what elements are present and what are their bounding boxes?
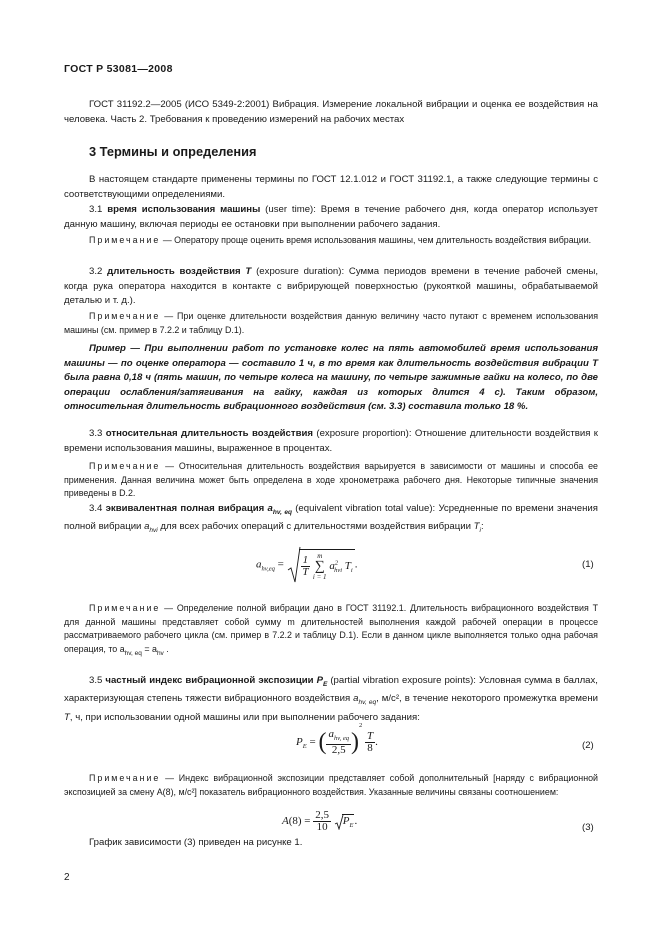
eq1-duration: T <box>344 560 351 573</box>
example-paragraph: Пример — При выполнении работ по установке колес на пять автомобилей время использования машины — по оценке оператора — составило 1 ч, в то время как длительность воздействия вибрации T была равна 0,18 ч (пять машин, по четыре колеса на машину, по четыре зажимные гайки на колесо, по две операции ослабления/затягивания на гайку, каждая из которых длится 4 с). Таким образом, относительная длительность вибрационного воздействия (см. 3.3) составила только 18 %. <box>64 343 598 413</box>
symbol-a-hv-eq-subscript: hv, eq <box>358 699 377 707</box>
equation-3 <box>282 810 357 833</box>
eq3-fraction-denominator: 10 <box>316 821 328 833</box>
close-paren-icon: ) <box>350 728 359 755</box>
term-symbol: P <box>316 675 323 686</box>
term-number: 3.2 <box>89 266 103 277</box>
eq3-fraction-numerator: 2,5 <box>315 809 330 821</box>
term-definition: (equivalent vibration total value): Усредненные по времени значения полной вибрации <box>64 503 598 533</box>
term-3-2 <box>64 265 598 309</box>
term-definition-end: , ч, при использовании одной машины или при выполнении рабочего задания: <box>69 711 420 723</box>
term-definition-cont: для всех рабочих операций с длительностями воздействия вибрации <box>157 521 474 533</box>
term-definition-cont: , м/с², в течение некоторого промежутка времени <box>376 693 598 705</box>
eq1-lhs-subscript: hv,eq <box>261 565 275 573</box>
eq1-sum-upper-limit: m <box>317 552 323 560</box>
symbol-t-i: T <box>473 521 480 533</box>
term-symbol: T <box>245 266 252 277</box>
symbol-t: T <box>64 711 70 723</box>
term-symbol-subscript: hv, eq <box>272 508 292 516</box>
term-definition-end: : <box>480 521 484 533</box>
eq3-lhs-argument: (8) = <box>288 815 311 828</box>
reference-paragraph: ГОСТ 31192.2—2005 (ИСО 5349-2:2001) Вибрация. Измерение локальной вибрации и оценка ее воздействия на человека. Часть 2. Требования к проведению измерений на рабочих местах <box>64 99 598 125</box>
sum-sign-icon: ∑ <box>314 559 325 574</box>
eq2-lhs-subscript: E <box>302 743 307 751</box>
eq2-numerator-subscript: hv, eq <box>333 735 349 743</box>
note-4 <box>64 602 598 660</box>
note-1 <box>64 234 598 248</box>
note-text: — Определение полной вибрации дано в ГОСТ 31192.1. Длительность вибрационного воздействия T для данной машины представляет собой сумму m длительностей выполнения каждой рабочей операции в процессе рассматриваемого рабочего цикла (см. пример в 7.2.2 и таблицу D.1). Если в данном цикле выполняется только одна рабочая операция, то a <box>64 603 598 654</box>
eq1-sum-lower-limit: i = 1 <box>312 573 327 581</box>
eq1-fraction-denominator: T <box>302 566 309 578</box>
eq3-fraction <box>313 810 331 833</box>
open-paren-icon: ( <box>318 728 327 755</box>
note-text: — Относительная длительность воздействия варьируется в зависимости от машины и способа ее применения. Данная величина может быть определена в ходе хронометража рабочего дня. Некоторые типичные значения приведены в D.2. <box>64 461 598 498</box>
eq2-fraction <box>326 729 351 756</box>
eq1-radicand <box>299 549 355 581</box>
eq2-end-dot: . <box>375 736 378 748</box>
eq2-fraction-2 <box>365 731 375 754</box>
term-name: длительность воздействия <box>107 266 241 277</box>
term-3-1 <box>64 203 598 232</box>
term-3-5 <box>64 674 598 725</box>
term-3-4 <box>64 502 598 539</box>
eq2-power: 2 <box>358 722 363 729</box>
term-number: 3.3 <box>89 428 103 439</box>
term-name: эквивалентная полная вибрация <box>105 503 265 514</box>
term-definition: (exposure duration): Сумма периодов времени в течение рабочей смены, когда рука оператора находится в контакте с вибрирующей поверхностью (рукояткой машины, обрабатываемой деталью и т. д.). <box>64 266 599 306</box>
note-end: . <box>163 643 169 654</box>
eq1-term-subscript: hvi <box>334 567 343 575</box>
eq2-fraction-2-denominator: 8 <box>367 741 373 754</box>
note-label: Примечание <box>89 773 161 783</box>
term-symbol: a <box>267 503 273 514</box>
term-number: 3.1 <box>89 204 103 215</box>
note-subscript-2: hv <box>156 649 164 657</box>
eq3-end-dot: . <box>354 815 358 828</box>
eq1-duration-subscript: i <box>350 567 353 575</box>
eq1-sum <box>313 552 327 581</box>
section-title: 3 Термины и определения <box>89 144 257 159</box>
symbol-a-hvi-subscript: hvi <box>149 527 158 535</box>
note-subscript: hv, eq <box>124 649 142 657</box>
intro-paragraph: В настоящем стандарте применены термины по ГОСТ 12.1.012 и ГОСТ 31192.1, а также следующие термины с соответствующими определениями. <box>64 174 598 200</box>
symbol-a-hvi: a <box>144 521 150 533</box>
eq1-fraction <box>301 555 311 578</box>
term-name: частный индекс вибрационной экспозиции <box>105 675 314 686</box>
note-label: Примечание <box>89 311 161 321</box>
document-header: ГОСТ Р 53081—2008 <box>64 63 173 75</box>
page-number: 2 <box>64 872 70 883</box>
equation-2 <box>296 722 378 756</box>
symbol-a-hv-eq: a <box>353 693 359 705</box>
term-definition: (exposure proportion): Отношение длительности воздействия к времени использования машины, выраженное в процентах. <box>64 428 598 454</box>
eq2-numerator-symbol: a <box>328 727 334 740</box>
equation-1 <box>256 546 357 584</box>
note-label: Примечание <box>89 461 161 471</box>
term-3-3 <box>64 427 598 456</box>
eq1-lhs: a <box>256 558 262 571</box>
eq3-lhs: A <box>282 815 289 828</box>
eq1-equals-sign: = <box>277 558 284 571</box>
term-number: 3.5 <box>89 675 103 686</box>
eq3-radicand-subscript: E <box>349 822 354 830</box>
note-5 <box>64 772 598 799</box>
term-definition: (user time): Время в течение рабочего дня, когда оператор использует данную машину, включая периоды ее остановки при выполнении рабочего задания. <box>64 204 598 230</box>
eq1-term: a <box>329 560 335 573</box>
note-2 <box>64 310 598 337</box>
symbol-t-i-subscript: i <box>479 527 481 535</box>
note-text-tail: = a <box>141 643 157 654</box>
eq3-radicand-symbol: P <box>342 815 350 828</box>
equation-2-number: (2) <box>582 740 594 751</box>
note-text: — Индекс вибрационной экспозиции представляет собой дополнительный [наряду с вибрационной экспозицией за смену A(8), м/с²] показатель вибрационного воздействия. Указанные величины связаны соотношением: <box>64 773 598 797</box>
note-text: — Оператору проще оценить время использования машины, чем длительность воздействия вибрации. <box>160 235 592 245</box>
eq1-fraction-numerator: 1 <box>302 554 309 566</box>
note-label: Примечание <box>89 603 161 613</box>
note-text: — При оценке длительности воздействия данную величину часто путают с временем использования машины (см. пример в 7.2.2 и таблицу D.1). <box>64 311 598 335</box>
note-label: Примечание <box>89 235 161 245</box>
eq2-fraction-denominator: 2,5 <box>331 744 346 757</box>
equation-3-number: (3) <box>582 822 594 833</box>
graph-reference: График зависимости (3) приведен на рисунке 1. <box>89 837 303 848</box>
eq1-term-power: 2 <box>334 559 339 567</box>
equation-1-number: (1) <box>582 559 594 570</box>
eq2-fraction-numerator <box>326 729 351 745</box>
term-name: время использования машины <box>107 204 261 215</box>
eq2-lhs: P <box>296 736 303 748</box>
eq1-end-dot: . <box>354 558 358 571</box>
term-definition: (partial vibration exposure points): Условная сумма в баллах, характеризующая степень тяжести вибрационного воздействия <box>64 675 598 705</box>
note-3 <box>64 460 598 501</box>
eq2-fraction-2-numerator: T <box>366 729 374 742</box>
term-symbol-subscript: E <box>322 680 328 688</box>
term-number: 3.4 <box>89 503 103 514</box>
term-name: относительная длительность воздействия <box>105 428 313 439</box>
eq2-equals-sign: = <box>309 736 316 748</box>
eq3-radicand <box>342 814 358 830</box>
